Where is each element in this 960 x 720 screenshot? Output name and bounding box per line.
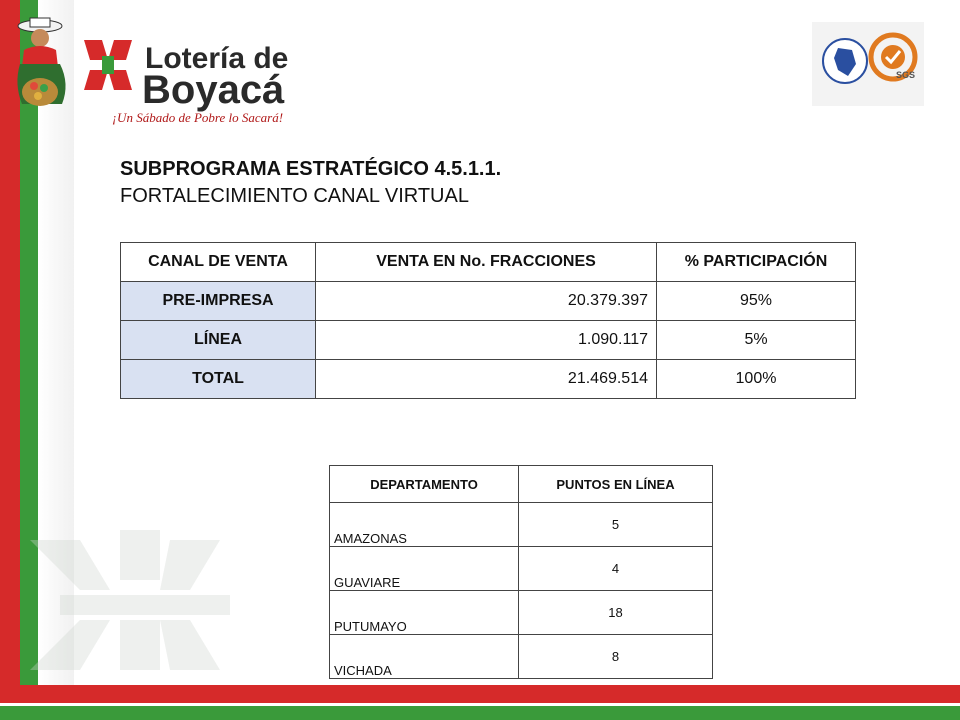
department-table — [329, 465, 713, 679]
certification-seals — [812, 22, 924, 106]
cell-departamento: GUAVIARE — [330, 547, 519, 591]
lottery-mascot-icon — [10, 14, 80, 114]
cell-departamento: AMAZONAS — [330, 503, 519, 547]
page-title: SUBPROGRAMA ESTRATÉGICO 4.5.1.1. — [120, 158, 502, 180]
bottom-red-bar — [0, 685, 960, 703]
header-venta: VENTA EN No. FRACCIONES — [316, 243, 657, 282]
sgs-label: SGS — [896, 70, 916, 80]
cell-puntos: 18 — [519, 591, 713, 635]
header-participacion: % PARTICIPACIÓN — [657, 243, 856, 282]
table-row — [330, 635, 713, 679]
cell-venta: 1.090.117 — [316, 321, 657, 360]
table-row — [330, 503, 713, 547]
table-row — [330, 547, 713, 591]
table-row — [121, 321, 856, 360]
cell-pct: 95% — [657, 282, 856, 321]
cell-canal: PRE-IMPRESA — [121, 282, 316, 321]
table-row — [121, 360, 856, 399]
bottom-green-bar — [0, 706, 960, 720]
table-row — [330, 591, 713, 635]
cell-puntos: 5 — [519, 503, 713, 547]
cross-emblem-icon — [80, 34, 136, 96]
logo-line-1: Lotería de — [145, 42, 289, 75]
colombia-map-seal-icon — [820, 36, 870, 86]
watermark-emblem-icon — [20, 520, 260, 680]
page-subtitle: FORTALECIMIENTO CANAL VIRTUAL — [120, 185, 469, 207]
cell-canal: LÍNEA — [121, 321, 316, 360]
sales-channel-table — [120, 242, 856, 399]
cell-pct: 100% — [657, 360, 856, 399]
table-row — [121, 282, 856, 321]
logo-slogan: ¡Un Sábado de Pobre lo Sacará! — [112, 110, 284, 125]
header-canal: CANAL DE VENTA — [121, 243, 316, 282]
table-header-row — [330, 466, 713, 503]
cell-puntos: 4 — [519, 547, 713, 591]
cell-canal: TOTAL — [121, 360, 316, 399]
cell-departamento: VICHADA — [330, 635, 519, 679]
cell-puntos: 8 — [519, 635, 713, 679]
header-departamento: DEPARTAMENTO — [330, 466, 519, 503]
table-header-row — [121, 243, 856, 282]
cell-departamento: PUTUMAYO — [330, 591, 519, 635]
header-puntos: PUNTOS EN LÍNEA — [519, 466, 713, 503]
logo-line-2: Boyacá — [142, 68, 285, 112]
cell-venta: 20.379.397 — [316, 282, 657, 321]
cell-venta: 21.469.514 — [316, 360, 657, 399]
cell-pct: 5% — [657, 321, 856, 360]
lottery-logo — [10, 14, 310, 125]
